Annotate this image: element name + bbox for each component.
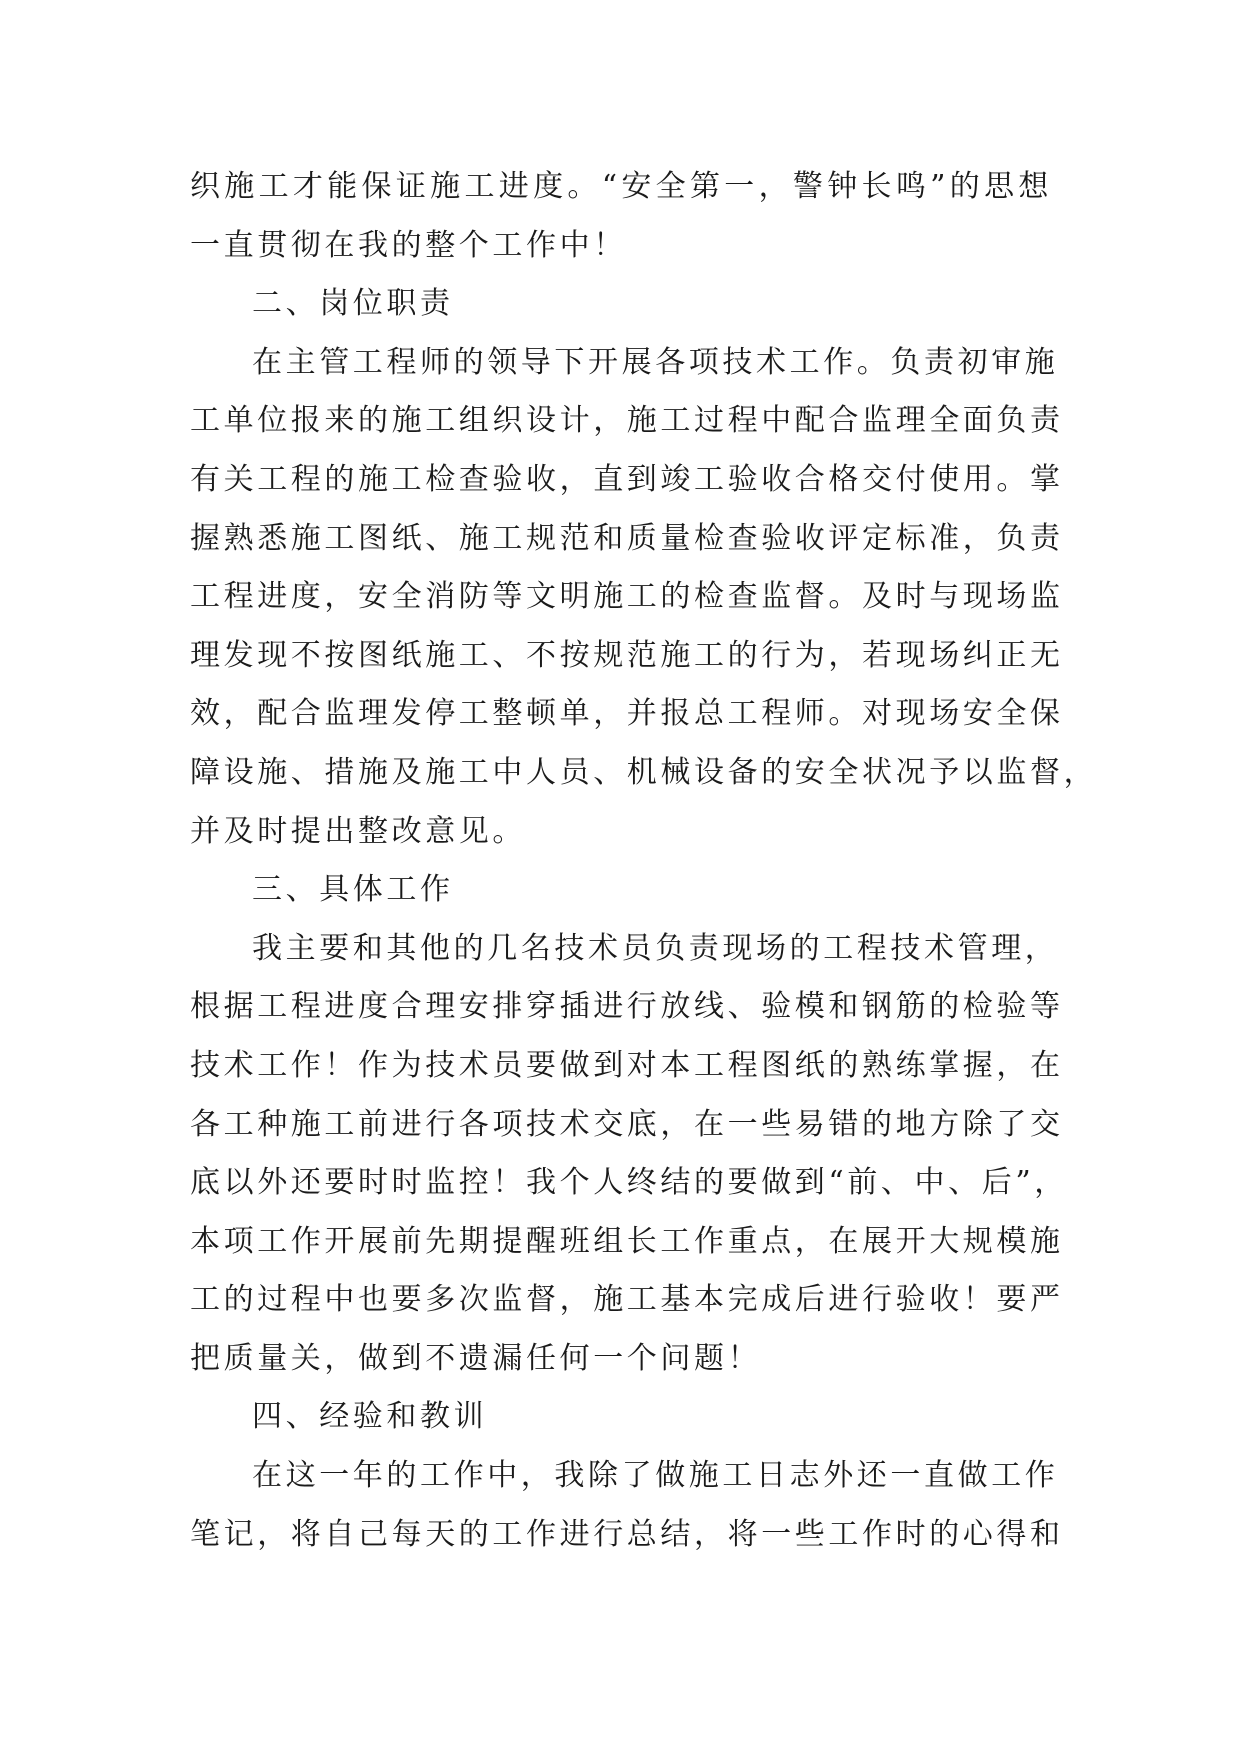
text-line: 我主要和其他的几名技术员负责现场的工程技术管理，: [252, 930, 1059, 966]
text-line: 技术工作！作为技术员要做到对本工程图纸的熟练掌握，在: [190, 1047, 1064, 1083]
text-line: 工的过程中也要多次监督，施工基本完成后进行验收！要严: [190, 1282, 1064, 1318]
text-line: 有关工程的施工检查验收，直到竣工验收合格交付使用。掌: [190, 461, 1064, 497]
section-heading-2: [190, 275, 1052, 334]
text-line: 本项工作开展前先期提醒班组长工作重点，在展开大规模施: [190, 1223, 1064, 1259]
text-line: 各工种施工前进行各项技术交底，在一些易错的地方除了交: [190, 1106, 1064, 1142]
section-heading-4: [190, 1388, 1052, 1447]
text-line: 障设施、措施及施工中人员、机械设备的安全状况予以监督，: [190, 754, 1098, 790]
section-heading-text: 四、经验和教训: [252, 1399, 488, 1435]
text-line: 织施工才能保证施工进度。“安全第一，警钟长鸣”的思想: [190, 169, 1052, 204]
paragraph-lessons: [190, 1447, 1064, 1564]
text-line: 笔记，将自己每天的工作进行总结，将一些工作时的心得和: [190, 1516, 1064, 1552]
text-line: 在主管工程师的领导下开展各项技术工作。负责初审施: [252, 344, 1059, 380]
paragraph-continuation: [190, 158, 1052, 275]
text-line: 根据工程进度合理安排穿插进行放线、验模和钢筋的检验等: [190, 989, 1064, 1025]
text-line: 并及时提出整改意见。: [190, 813, 526, 849]
section-heading-3: [190, 861, 1052, 920]
text-line: 工程进度，安全消防等文明施工的检查监督。及时与现场监: [190, 579, 1064, 615]
text-line: 效，配合监理发停工整顿单，并报总工程师。对现场安全保: [190, 696, 1064, 732]
text-line: 在这一年的工作中，我除了做施工日志外还一直做工作: [252, 1458, 1059, 1494]
paragraph-specific-work: [190, 920, 1068, 1389]
paragraph-job-duties: [190, 334, 1098, 861]
text-line: 理发现不按图纸施工、不按规范施工的行为，若现场纠正无: [190, 637, 1064, 673]
text-line: 底以外还要时时监控！我个人终结的要做到“前、中、后”，: [190, 1165, 1068, 1201]
document-body: [190, 158, 1098, 1564]
section-heading-text: 三、具体工作: [252, 872, 454, 908]
text-line: 把质量关，做到不遗漏任何一个问题！: [190, 1340, 762, 1376]
text-line: 握熟悉施工图纸、施工规范和质量检查验收评定标准，负责: [190, 520, 1064, 556]
section-heading-text: 二、岗位职责: [252, 286, 454, 322]
text-line: 一直贯彻在我的整个工作中！: [190, 227, 627, 263]
text-line: 工单位报来的施工组织设计，施工过程中配合监理全面负责: [190, 403, 1064, 439]
